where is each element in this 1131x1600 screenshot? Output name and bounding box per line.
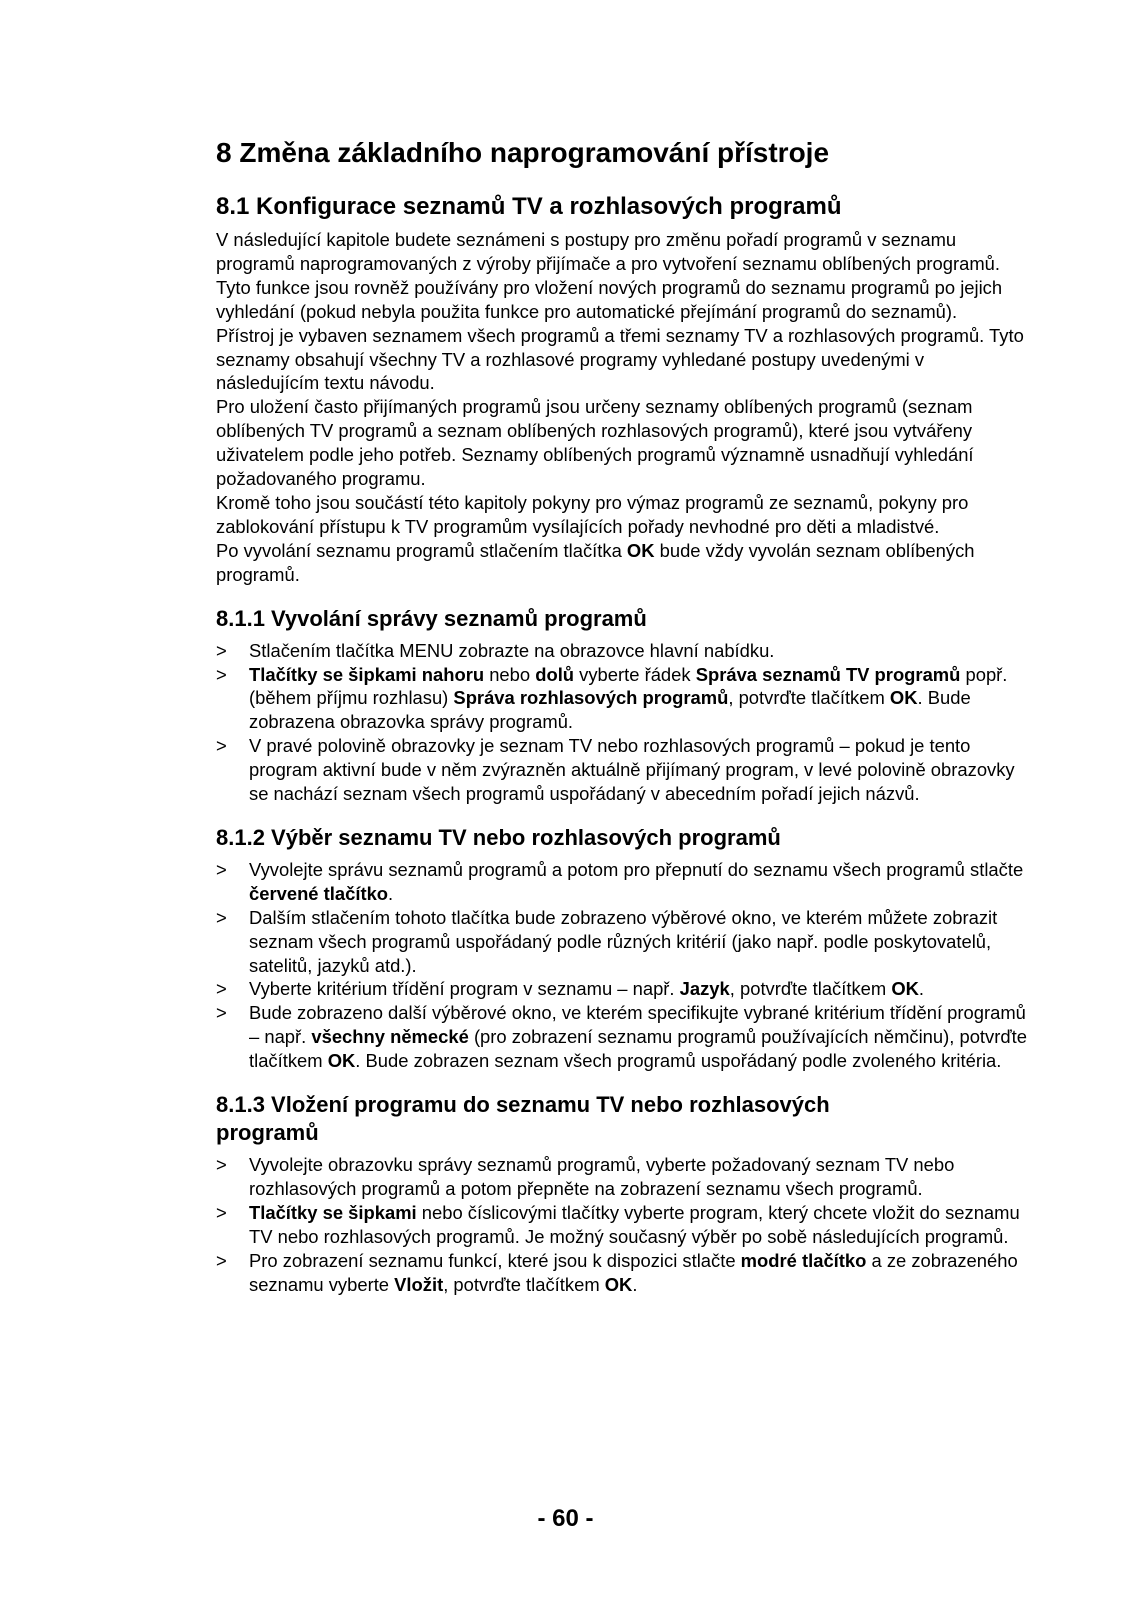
section-8-1-1 <box>216 605 1030 806</box>
section-8-1-3-title: 8.1.3 Vložení programu do seznamu TV nebo rozhlasových programů <box>216 1092 830 1146</box>
bold-text: Tlačítky se šipkami nahoru <box>249 663 485 685</box>
list-item: > Vyberte kritérium třídění program v seznamu – např. Jazyk, potvrďte tlačítkem OK. <box>216 978 925 1000</box>
section-8-1-3 <box>216 1091 1030 1296</box>
list-item: > Dalším stlačením tohoto tlačítka bude zobrazeno výběrové okno, ve kterém můžete zobrazit seznam všech programů uspořádaný podle různých kritérií (jako např. podle poskytovatelů, satelitů, jazyků atd.). <box>216 906 998 976</box>
section-8-1-title: 8.1 Konfigurace seznamů TV a rozhlasových programů <box>216 193 842 220</box>
paragraph: Přístroj je vybaven seznamem všech programů a třemi seznamy TV a rozhlasových programů. Tyto seznamy obsahují všechny TV a rozhlasové programy vyhledané postupy uvedenými v následujícím textu návodu. <box>216 324 1024 394</box>
paragraph <box>216 539 1030 587</box>
bold-text: modré tlačítko <box>740 1249 867 1271</box>
bullet-marker: > <box>216 1154 227 1176</box>
section-8-1-2-title: 8.1.2 Výběr seznamu TV nebo rozhlasových programů <box>216 824 781 850</box>
bold-text: OK <box>626 539 655 561</box>
bullet-marker: > <box>216 1249 227 1271</box>
bold-text: OK <box>327 1050 356 1072</box>
bullet-marker: > <box>216 1002 227 1024</box>
bold-text: Správa rozhlasových programů <box>453 687 729 709</box>
bullet-marker: > <box>216 735 227 757</box>
bullet-marker: > <box>216 858 227 880</box>
list-item: > Pro zobrazení seznamu funkcí, které jsou k dispozici stlačte modré tlačítko a ze zobrazeného seznamu vyberte Vložit, potvrďte tlačítkem OK. <box>216 1249 1018 1295</box>
instruction-list <box>216 858 1030 1073</box>
bold-text: OK <box>604 1273 633 1295</box>
section-8-1-1-title: 8.1.1 Vyvolání správy seznamů programů <box>216 605 647 631</box>
document-page <box>216 136 1030 1297</box>
paragraph-text: bude vždy vyvolán seznam oblíbených programů. <box>216 539 975 585</box>
paragraph-text: Po vyvolání seznamu programů stlačením tlačítka <box>216 539 627 561</box>
list-item: > Tlačítky se šipkami nebo číslicovými tlačítky vyberte program, který chcete vložit do seznamu TV nebo rozhlasových programů. Je možný současný výběr po sobě následujících programů. <box>216 1201 1020 1247</box>
instruction-list <box>216 1153 1030 1296</box>
list-item: > Vyvolejte obrazovku správy seznamů programů, vyberte požadovaný seznam TV nebo rozhlasových programů a potom přepněte na zobrazení seznamu všech programů. <box>216 1154 955 1199</box>
instruction-list <box>216 639 1030 806</box>
paragraph: V následující kapitole budete seznámeni s postupy pro změnu pořadí programů v seznamu programů naprogramovaných z výroby přijímače a pro vytvoření seznamu oblíbených programů. Tyto funkce jsou rovněž používány pro vložení nových programů do seznamu programů po jejich vyhledání (pokud nebyla použita funkce pro automatické přejímání programů do seznamů). <box>216 229 1003 322</box>
section-8-1-2 <box>216 824 1030 1073</box>
bullet-marker: > <box>216 978 227 1000</box>
bullet-marker: > <box>216 639 227 661</box>
list-item: > Bude zobrazeno další výběrové okno, ve kterém specifikujte vybrané kritérium třídění programů – např. všechny německé (pro zobrazení seznamu programů používajících němčinu), potvrďte tlačítkem OK. Bude zobrazen seznam všech programů uspořádaný podle zvoleného kritéria. <box>216 1002 1028 1072</box>
bold-text: Vložit <box>394 1273 444 1295</box>
paragraph: Kromě toho jsou součástí této kapitoly pokyny pro výmaz programů ze seznamů, pokyny pro zablokování přístupu k TV programům vysílajících pořady nevhodné pro děti a mladistvé. <box>216 491 969 537</box>
bold-text: červené tlačítko <box>249 882 389 904</box>
page-number: - 60 - <box>537 1505 594 1532</box>
list-item: > Tlačítky se šipkami nahoru nebo dolů vyberte řádek Správa seznamů TV programů popř. (během příjmu rozhlasu) Správa rozhlasových programů, potvrďte tlačítkem OK. Bude zobrazena obrazovka správy programů. <box>216 663 1008 733</box>
paragraph: Pro uložení často přijímaných programů jsou určeny seznamy oblíbených programů (seznam oblíbených TV programů a seznam oblíbených rozhlasových programů), které jsou vytvářeny uživatelem podle jeho potřeb. Seznamy oblíbených programů významně usnadňují vyhledání požadovaného programu. <box>216 396 974 490</box>
bold-text: Tlačítky se šipkami <box>249 1201 417 1223</box>
bold-text: Správa seznamů TV programů <box>695 663 961 685</box>
bold-text: dolů <box>535 663 575 685</box>
bold-text: všechny německé <box>311 1026 469 1048</box>
list-item: > Stlačením tlačítka MENU zobrazte na obrazovce hlavní nabídku. <box>216 639 775 661</box>
bullet-marker: > <box>216 663 227 685</box>
chapter-title: 8 Změna základního naprogramování přístroje <box>216 137 830 168</box>
section-8-1-body <box>216 228 1030 587</box>
bold-text: OK <box>891 978 919 1000</box>
bold-text: OK <box>889 687 918 709</box>
list-item: > Vyvolejte správu seznamů programů a potom pro přepnutí do seznamu všech programů stlačte červené tlačítko. <box>216 858 1024 904</box>
bold-text: Jazyk <box>679 978 730 1000</box>
bullet-marker: > <box>216 906 227 928</box>
list-item: > V pravé polovině obrazovky je seznam TV nebo rozhlasových programů – pokud je tento program aktivní bude v něm zvýrazněn aktuálně přijímaný program, v levé polovině obrazovky se nachází seznam všech programů uspořádaný v abecedním pořadí jejich názvů. <box>216 735 1015 805</box>
bullet-marker: > <box>216 1201 227 1223</box>
